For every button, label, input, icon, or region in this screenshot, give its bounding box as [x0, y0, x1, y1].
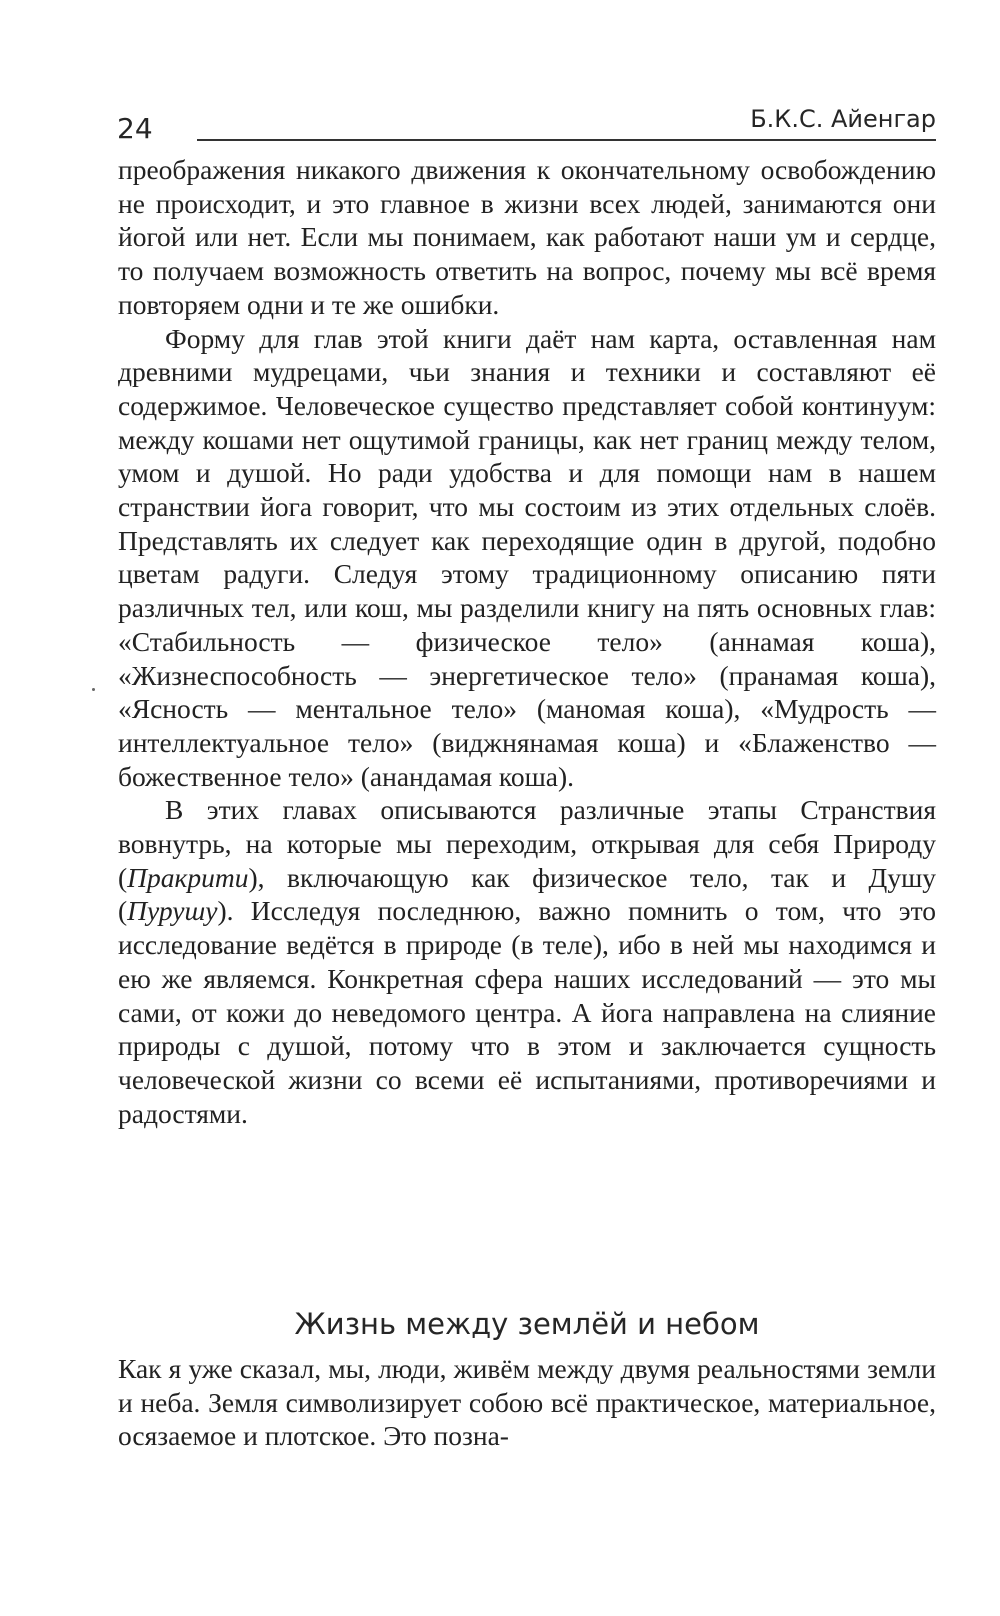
paragraph [118, 1352, 936, 1453]
paragraph [118, 322, 936, 794]
scan-speck [92, 688, 95, 691]
paragraph-text: преображения никакого движения к окончательному освобождению не происходит, и это главное в жизни всех людей, занимаются они йогой или нет. Если мы понимаем, как работают наши ум и сердце, то получаем возможность ответить на вопрос, почему мы всё время повторяем одни и те же ошибки. [118, 154, 936, 320]
section-heading: Жизнь между землёй и небом [294, 1307, 760, 1341]
paragraph [118, 793, 936, 1130]
paragraph-text: Как я уже сказал, мы, люди, живём между двумя реальностями земли и неба. Земля символизирует собою всё практическое, материальное, осязаемое и плотское. Это позна- [118, 1353, 936, 1452]
paragraph-text: ), включающую как физическое тело, так и Душу ( [118, 861, 936, 927]
italic-term: Пурушу [127, 895, 218, 927]
section-text-block [118, 1352, 936, 1453]
running-title: Б.К.С. Айенгар [750, 105, 936, 133]
paragraph-text: ). Исследуя последнюю, важно помнить о том, что это исследование ведётся в природе (в теле), ибо в ней мы находимся и ею же являемся. Конкретная сфера наших исследований — это мы сами, от кожи до неведомого центра. А йога направлена на слияние природы с душой, потому что в этом и заключается сущность человеческой жизни со всеми её испытаниями, противоречиями и радостями. [118, 895, 936, 1129]
paragraph-text: Форму для глав этой книги даёт нам карта, оставленная нам древними мудрецами, чьи знания и техники и составляют её содержимое. Человеческое существо представляет собой континуум: между кошами нет ощутимой границы, как нет границ между телом, умом и душой. Но ради удобства и для помощи нам в нашем странствии йога говорит, что мы состоим из этих отдельных слоёв. Представлять их следует как переходящие один в другой, подобно цветам радуги. Следуя этому традиционному описанию пяти различных тел, или кош, мы разделили книгу на пять основных глав: «Стабильность — физическое тело» (аннамая коша), «Жизнеспособность — энергетическое тело» (пранамая коша), «Ясность — ментальное тело» (маномая коша), «Мудрость — интеллектуальное тело» (виджнянамая коша) и «Блаженство — божественное тело» (анандамая коша). [118, 322, 936, 792]
page-number: 24 [117, 112, 153, 145]
main-text-block [118, 153, 936, 1130]
header-rule [197, 139, 936, 141]
paragraph-text: В этих главах описываются различные этапы Странствия вовнутрь, на которые мы переходим, открывая для себя Природу ( [118, 794, 936, 893]
paragraph [118, 153, 936, 322]
italic-term: Пракрити [127, 861, 249, 893]
